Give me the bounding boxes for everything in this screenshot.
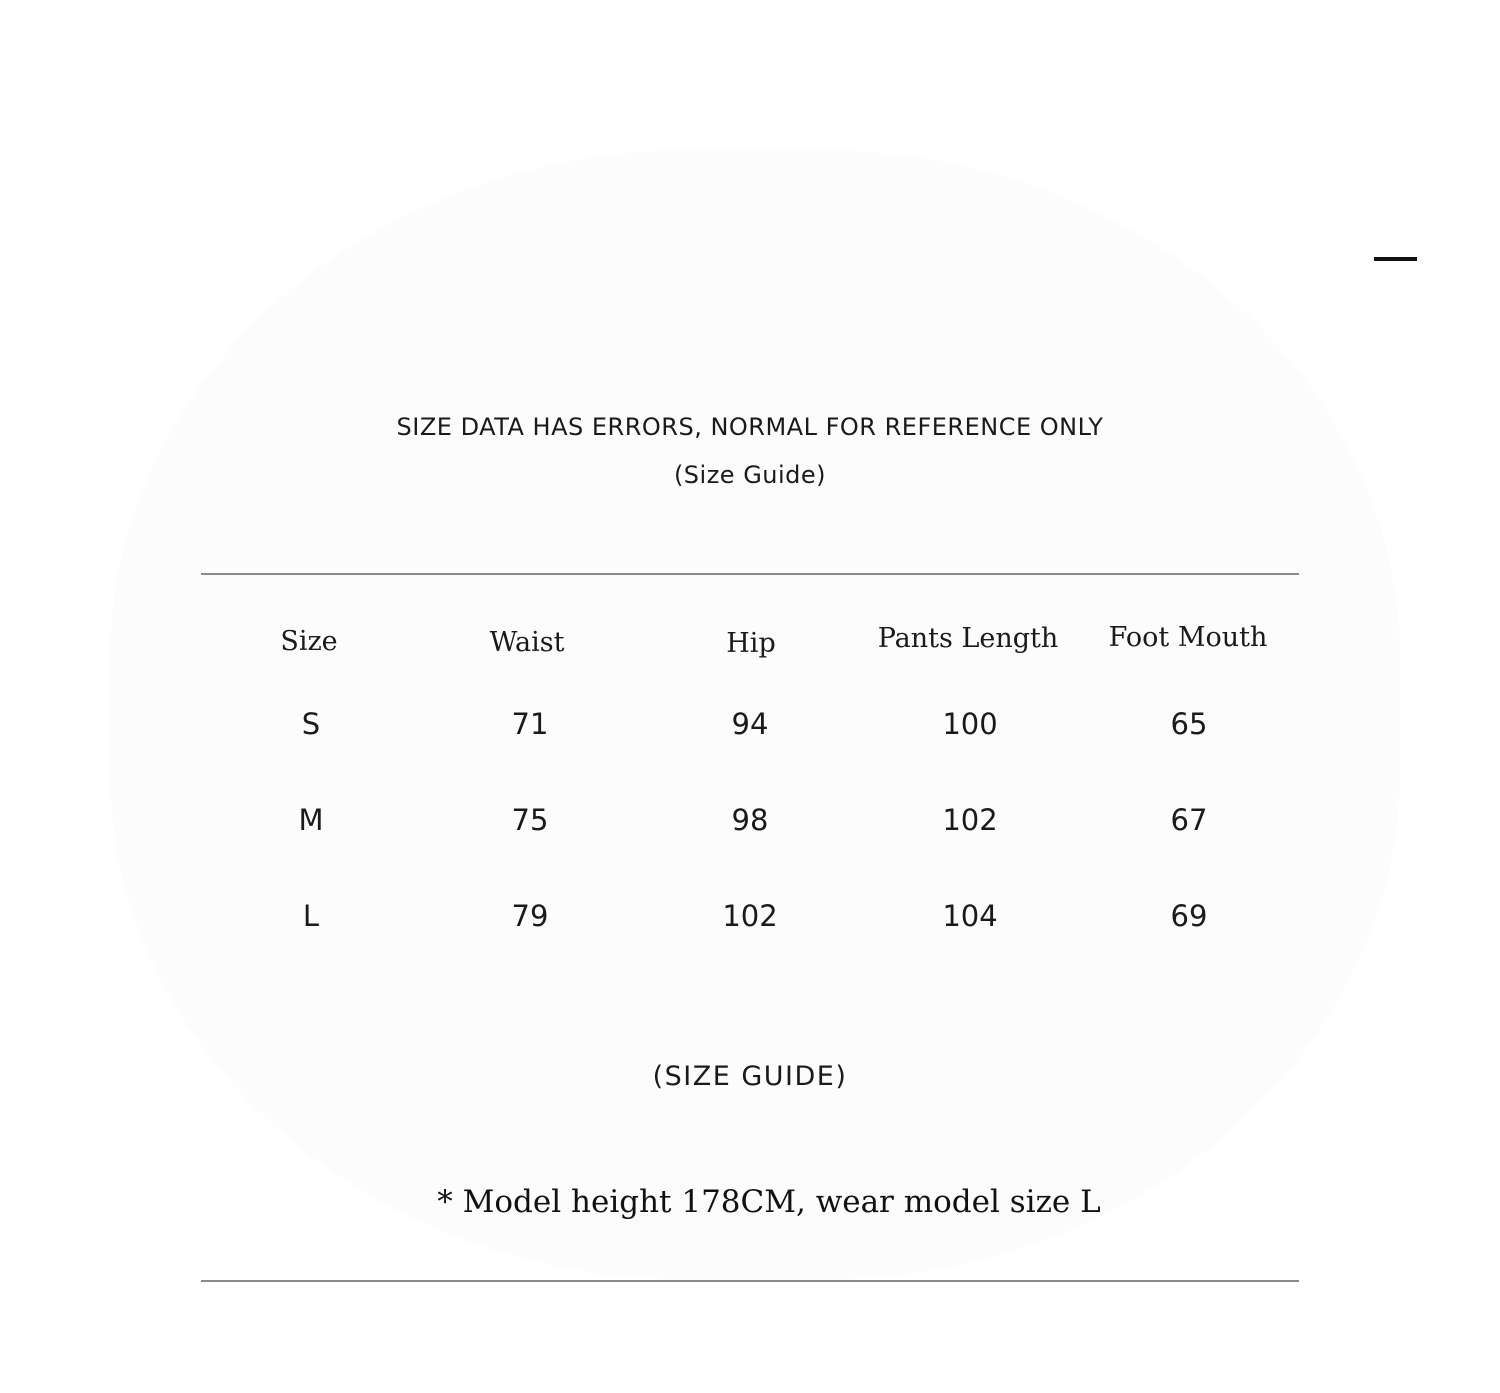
model-height-note: * Model height 178CM, wear model size L [437, 1184, 1101, 1220]
cell-hip: 98 [731, 803, 769, 837]
cell-size: S [301, 707, 321, 741]
cell-waist: 75 [511, 803, 549, 837]
top-divider [201, 573, 1299, 575]
header-foot-mouth: Foot Mouth [1108, 622, 1268, 653]
size-notice: SIZE DATA HAS ERRORS, NORMAL FOR REFERENCE ONLY [396, 413, 1104, 441]
cell-waist: 79 [511, 899, 549, 933]
cell-foot-mouth: 65 [1170, 707, 1208, 741]
cell-waist: 71 [511, 707, 549, 741]
cell-hip: 94 [731, 707, 769, 741]
cell-hip: 102 [722, 899, 778, 933]
cell-size: M [298, 803, 324, 837]
cell-pants-length: 100 [942, 707, 998, 741]
cell-pants-length: 104 [942, 899, 998, 933]
cell-foot-mouth: 67 [1170, 803, 1208, 837]
dash-mark [1374, 257, 1417, 261]
header-size: Size [280, 626, 338, 657]
cell-pants-length: 102 [942, 803, 998, 837]
bottom-divider [201, 1280, 1299, 1282]
header-waist: Waist [489, 627, 565, 658]
cell-foot-mouth: 69 [1170, 899, 1208, 933]
cell-size: L [302, 899, 320, 933]
header-hip: Hip [726, 628, 776, 659]
size-guide-subtitle: (Size Guide) [673, 461, 827, 489]
header-pants-length: Pants Length [877, 623, 1059, 654]
size-guide-footer-title: (SIZE GUIDE) [652, 1061, 848, 1092]
